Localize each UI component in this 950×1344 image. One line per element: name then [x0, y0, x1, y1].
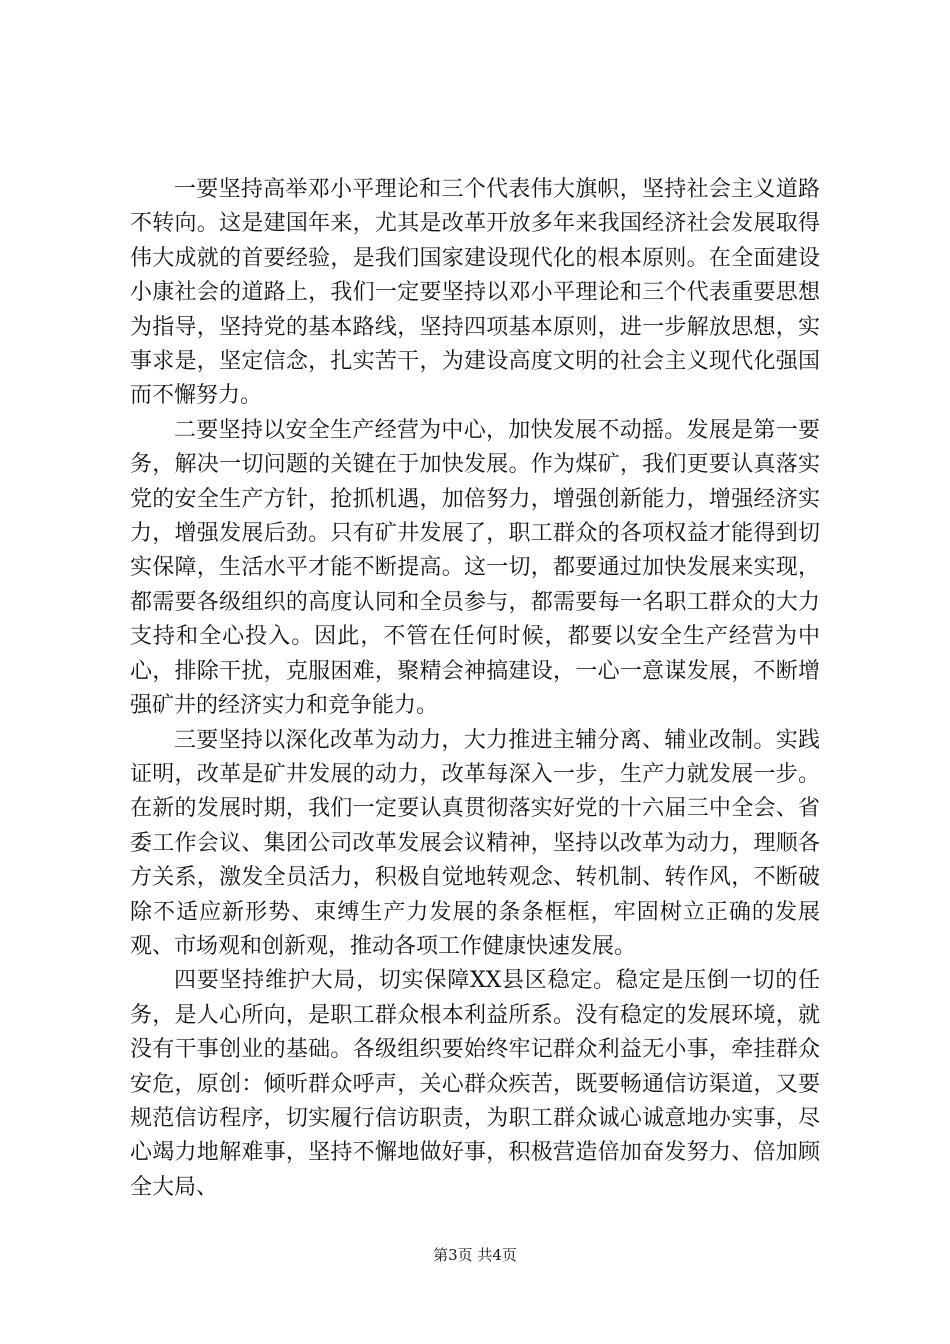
paragraph-3: 三要坚持以深化改革为动力，大力推进主辅分离、辅业改制。实践证明，改革是矿井发展的动力，改革每深入一步，生产力就发展一步。在新的发展时期，我们一定要认真贯彻落实好党的十六届三中全会、省委工作会议、集团公司改革发展会议精神，坚持以改革为动力，理顺各方关系，激发全员活力，积极自觉地转观念、转机制、转作风，不断破除不适应新形势、束缚生产力发展的条条框框，牢固树立正确的发展观、市场观和创新观，推动各项工作健康快速发展。: [130, 727, 820, 959]
paragraph-4: 四要坚持维护大局，切实保障XX县区稳定。稳定是压倒一切的任务，是人心所向，是职工群众根本利益所系。没有稳定的发展环境，就没有干事创业的基础。各级组织要始终牢记群众利益无小事，牵挂群众安危，原创：倾听群众呼声，关心群众疾苦，既要畅通信访渠道，又要规范信访程序，切实履行信访职责，为职工群众诚心诚意地办实事，尽心竭力地解难事，坚持不懈地做好事，积极营造倍加奋发努力、倍加顾全大局、: [130, 968, 820, 1200]
paragraph-2: 二要坚持以安全生产经营为中心，加快发展不动摇。发展是第一要务，解决一切问题的关键在于加快发展。作为煤矿，我们更要认真落实党的安全生产方针，抢抓机遇，加倍努力，增强创新能力，增强经济实力，增强发展后劲。只有矿井发展了，职工群众的各项权益才能得到切实保障，生活水平才能不断提高。这一切，都要通过加快发展来实现，都需要各级组织的高度认同和全员参与，都需要每一名职工群众的大力支持和全心投入。因此，不管在任何时候，都要以安全生产经营为中心，排除干扰，克服困难，聚精会神搞建设，一心一意谋发展，不断增强矿井的经济实力和竞争能力。: [130, 417, 820, 719]
paragraph-1: 一要坚持高举邓小平理论和三个代表伟大旗帜，坚持社会主义道路不转向。这是建国年来，尤其是改革开放多年来我国经济社会发展取得伟大成就的首要经验，是我们国家建设现代化的根本原则。在全面建设小康社会的道路上，我们一定要坚持以邓小平理论和三个代表重要思想为指导，坚持党的基本路线，坚持四项基本原则，进一步解放思想，实事求是，坚定信念，扎实苦干，为建设高度文明的社会主义现代化强国而不懈努力。: [130, 177, 820, 409]
page-footer: 第3页 共4页: [433, 1246, 517, 1264]
document-body: [130, 173, 820, 1205]
